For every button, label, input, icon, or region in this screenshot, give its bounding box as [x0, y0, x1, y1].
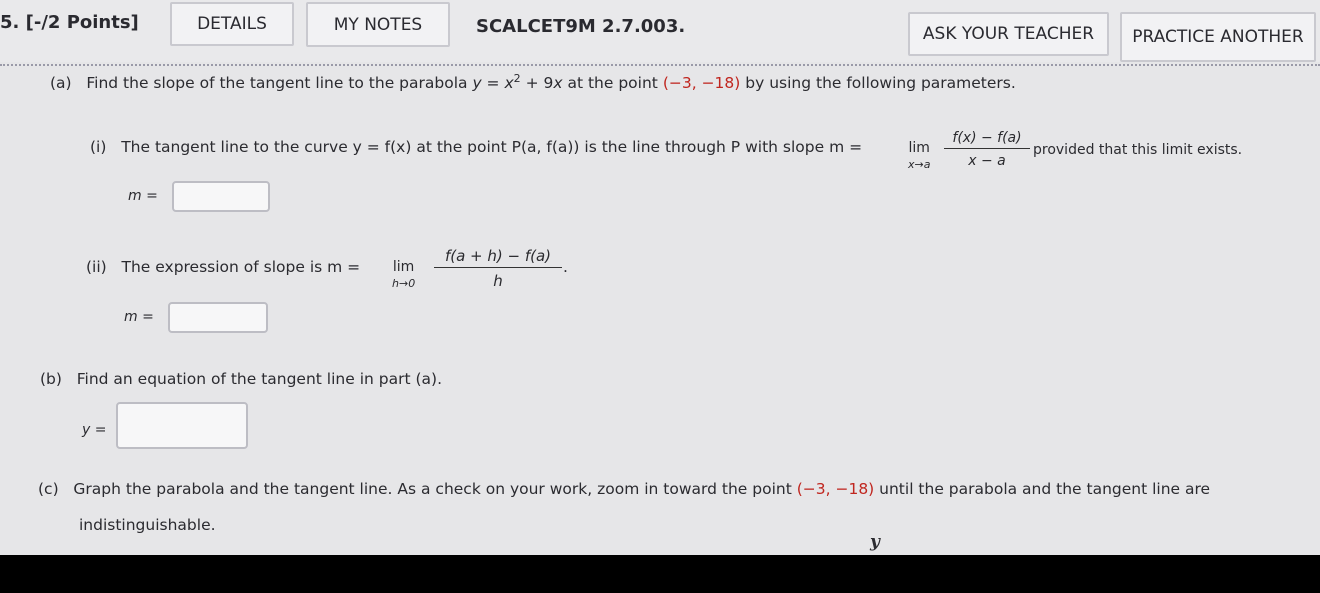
header-divider: [0, 64, 1320, 66]
answer-input-ii[interactable]: [168, 302, 268, 333]
part-a-prompt-start: Find the slope of the tangent line to the parabola: [86, 74, 473, 93]
part-c-text-end: until the parabola and the tangent line are: [874, 480, 1211, 498]
details-button[interactable]: DETAILS: [170, 2, 294, 46]
part-a-i-suffix: provided that this limit exists.: [1033, 142, 1243, 158]
part-a-label: (a): [50, 74, 72, 93]
part-a-ii-label: (ii): [86, 258, 107, 276]
fraction-numerator: f(x) − f(a): [944, 130, 1030, 149]
part-c-text-start: Graph the parabola and the tangent line. As a check on your work, zoom in toward the point: [73, 480, 797, 498]
answer-label-b: y =: [82, 422, 107, 438]
eq-equals: =: [481, 74, 505, 93]
eq-y: y: [472, 74, 482, 93]
lim-word: lim: [392, 259, 415, 275]
my-notes-button[interactable]: MY NOTES: [306, 2, 450, 47]
part-b-text: Find an equation of the tangent line in part (a).: [76, 370, 442, 388]
part-a-question: [50, 72, 1016, 92]
fraction-i: [944, 130, 1030, 169]
lim-subscript: x→a: [908, 158, 931, 171]
answer-input-i[interactable]: [172, 181, 270, 212]
lim-subscript: h→0: [392, 277, 416, 290]
part-c-text-line2: indistinguishable.: [79, 516, 216, 534]
part-a-prompt-mid: at the point: [562, 74, 663, 93]
answer-label-i: m =: [128, 188, 158, 204]
part-c-point: (−3, −18): [796, 480, 875, 498]
part-c-label: (c): [38, 480, 59, 498]
point-value: (−3, −18): [662, 74, 741, 93]
lim-word: lim: [908, 140, 930, 156]
fraction-denominator: x − a: [968, 153, 1006, 169]
part-a-ii-definition: The expression of slope is m =: [121, 258, 361, 276]
part-a-ii-text: [86, 258, 360, 276]
ask-teacher-button[interactable]: ASK YOUR TEACHER: [908, 12, 1109, 56]
eq-x2: x: [553, 74, 563, 93]
question-header: [0, 0, 1320, 62]
practice-another-button[interactable]: PRACTICE ANOTHER: [1120, 12, 1316, 62]
part-a-i-label: (i): [90, 138, 107, 156]
part-b-label: (b): [40, 370, 62, 388]
eq-exponent: 2: [513, 72, 521, 85]
fraction-ii: [434, 247, 562, 290]
problem-code: SCALCET9M 2.7.003.: [476, 16, 686, 37]
limit-ii: [392, 259, 415, 290]
limit-i: [908, 140, 930, 171]
question-number: 5. [-/2 Points]: [0, 12, 139, 33]
part-b-question: [40, 370, 442, 388]
eq-plus: + 9: [520, 74, 554, 93]
fraction-denominator: h: [493, 272, 503, 290]
eq-x: x: [504, 74, 514, 93]
answer-input-b[interactable]: [116, 402, 248, 449]
answer-label-ii: m =: [124, 309, 154, 325]
part-a-ii-suffix: .: [563, 258, 568, 276]
part-a-i-definition: The tangent line to the curve y = f(x) at the point P(a, f(a)) is the line through P with slope m =: [121, 138, 863, 156]
part-a-i-text: [90, 138, 862, 156]
graph-y-axis-label: y: [870, 532, 880, 552]
bottom-black-bar: [0, 555, 1320, 593]
part-a-prompt-end: by using the following parameters.: [740, 74, 1016, 93]
part-c-question: [38, 480, 1210, 498]
fraction-numerator: f(a + h) − f(a): [434, 247, 562, 268]
